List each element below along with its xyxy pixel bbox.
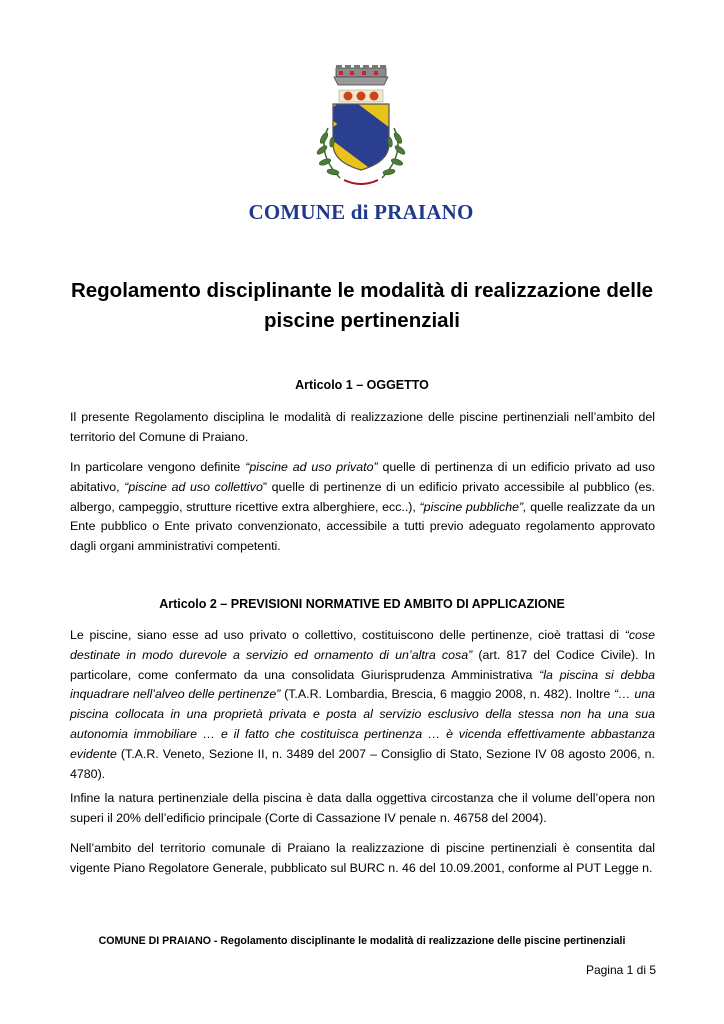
article-2-heading-text: Articolo 2 – PREVISIONI NORMATIVE ED AMBITO DI APPLICAZIONE: [159, 597, 565, 611]
article-1-paragraph-1: Il presente Regolamento disciplina le modalità di realizzazione delle piscine pertinenziali nell’ambito del territorio del Comune di Praiano.: [70, 410, 655, 444]
article-2-paragraph-3: Nell’ambito del territorio comunale di Praiano la realizzazione di piscine pertinenziali è consentita dal vigente Piano Regolatore Generale, pubblicato sul BURC n. 46 del 10.09.2001, conforme al PUT Legge n.: [70, 841, 655, 875]
coat-of-arms-emblem: [244, 58, 478, 198]
article-2-paragraph-1: Le piscine, siano esse ad uso privato o collettivo, costituiscono delle pertinenze, cioè trattasi di “cose destinate in modo durevole a servizio ed ornamento di un’altra cosa” (art. 817 del Codice Civile). In particolare, come confermato da una consolidata Giurisprudenza Amministrativa “la piscina si debba inquadrare nell’alveo delle pertinenze” (T.A.R. Lombardia, Brescia, 6 maggio 2008, n. 482). Inoltre “… una piscina collocata in una proprietà privata e posta al servizio esclusivo della stessa non ha una sua autonomia immobiliare … e il fatto che costituisca pertinenza … è vicenda effettivamente abbastanza evidente (T.A.R. Veneto, Sezione II, n. 3489 del 2007 – Consiglio di Stato, Sezione IV 08 agosto 2006, n. 4780).: [70, 628, 655, 781]
comune-logo: [244, 58, 478, 228]
crown-icon: [334, 65, 388, 85]
page-number: Pagina 1 di 5: [585, 963, 656, 977]
article-1-heading: Articolo 1 – OGGETTO: [295, 378, 429, 392]
logo-text: COMUNE di PRAIANO: [248, 200, 474, 224]
article-2-heading: [60, 597, 664, 611]
page-footer: COMUNE DI PRAIANO - Regolamento disciplinante le modalità di realizzazione delle piscine pertinenziali: [98, 935, 626, 947]
balls-icon: [339, 90, 383, 102]
article-1-paragraph-2: In particolare vengono definite “piscine ad uso privato” quelle di pertinenza di un edificio privato ad uso abitativo, “piscine ad uso collettivo” quelle di pertinenze di un edificio privato accessibile al pubblico (es. albergo, campeggio, strutture ricettive extra alberghiere, ecc..), “piscine pubbliche”, quelle realizzate da un Ente pubblico o Ente privato convenzionato, accessibile a tutti previo adeguato regolamento approvato dagli organi amministrativi competenti.: [70, 460, 655, 554]
document-title: Regolamento disciplinante le modalità di realizzazione delle piscine pertinenziali: [70, 279, 654, 332]
article-2-paragraph-2: Infine la natura pertinenziale della piscina è data dalla oggettiva circostanza che il volume dell’opera non superi il 20% dell’edificio principale (Corte di Cassazione IV penale n. 46758 del 2004).: [70, 791, 655, 825]
